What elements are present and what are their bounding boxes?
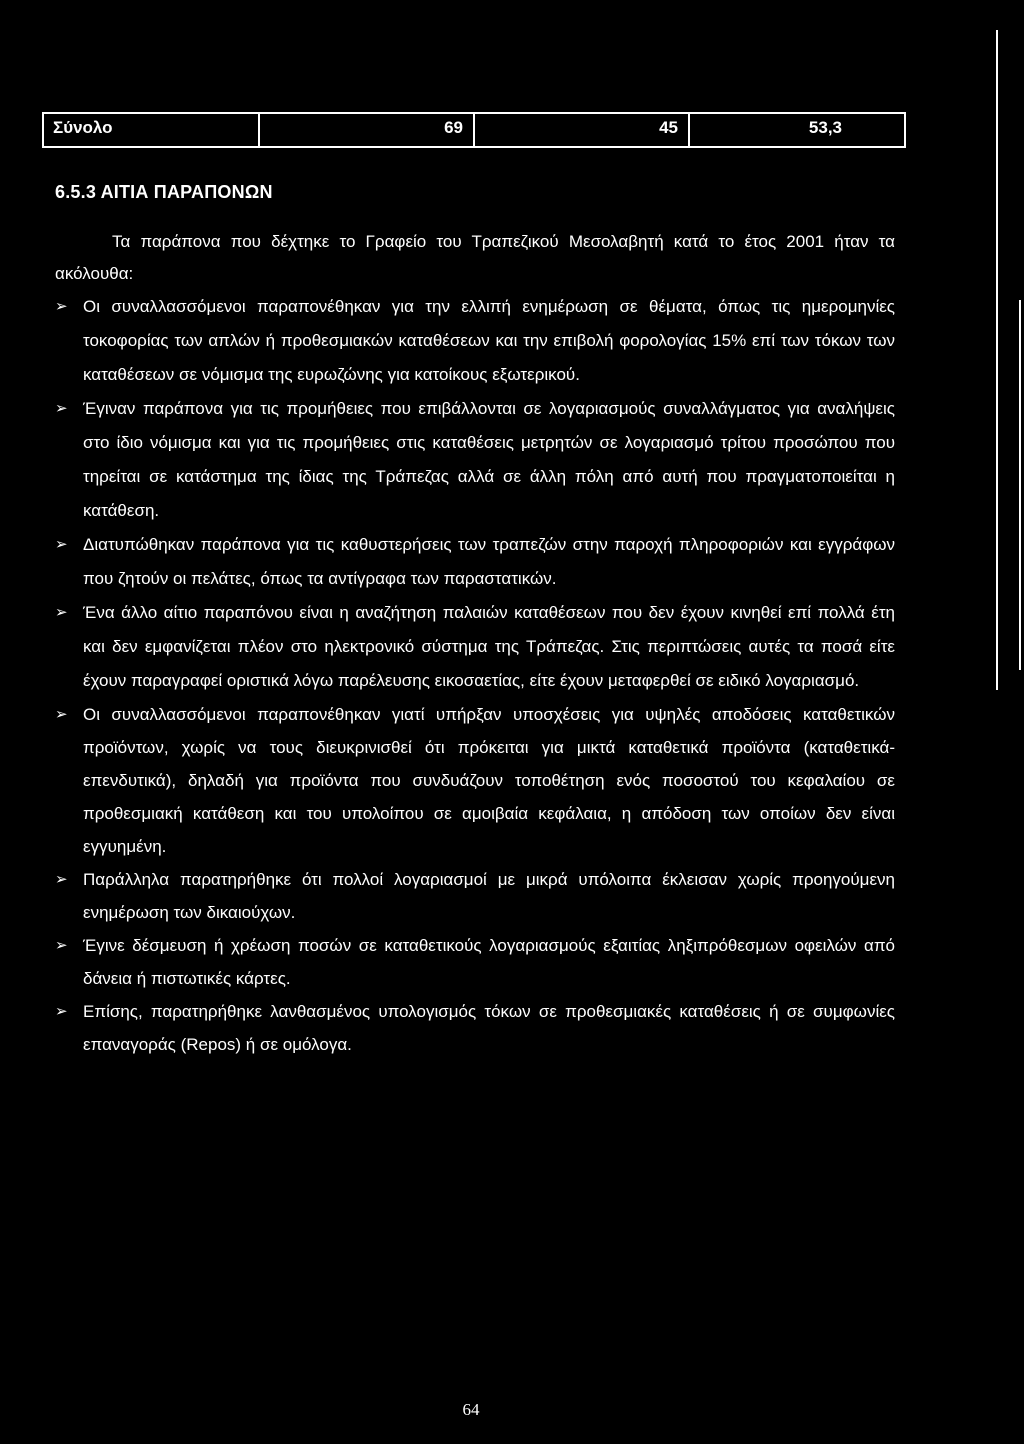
list-item-text: Επίσης, παρατηρήθηκε λανθασμένος υπολογισμός τόκων σε προθεσμιακές καταθέσεις ή σε συμφωνίες επαναγοράς (Repos) ή σε ομόλογα. [83, 1002, 895, 1054]
list-item-text: Παράλληλα παρατηρήθηκε ότι πολλοί λογαριασμοί με μικρά υπόλοιπα έκλεισαν χωρίς προηγούμενη ενημέρωση των δικαιούχων. [83, 870, 895, 922]
summary-table-row [42, 112, 906, 148]
list-item-text: Ένα άλλο αίτιο παραπόνου είναι η αναζήτηση παλαιών καταθέσεων που δεν έχουν κινηθεί επί πολλά έτη και δεν εμφανίζεται πλέον στο ηλεκτρονικό σύστημα της Τράπεζας. Στις περιπτώσεις αυτές τα ποσά είτε έχουν παραγραφεί οριστικά λόγω παρέλευσης εικοσαετίας, είτε έχουν μεταφερθεί σε ειδικό λογαριασμό. [83, 603, 895, 690]
summary-value-cell [690, 114, 904, 146]
list-item-text: Διατυπώθηκαν παράπονα για τις καθυστερήσεις των τραπεζών στην παροχή πληροφοριών και εγγράφων που ζητούν οι πελάτες, όπως τα αντίγραφα των παραστατικών. [83, 535, 895, 588]
scan-edge-line [996, 30, 998, 690]
section-body [55, 226, 895, 1061]
section-heading: 6.5.3 ΑΙΤΙΑ ΠΑΡΑΠΟΝΩΝ [55, 182, 273, 202]
arrow-bullet-icon: ➢ [55, 604, 68, 621]
arrow-bullet-icon: ➢ [55, 298, 68, 315]
list-item [55, 528, 895, 596]
list-item-text: Οι συναλλασσόμενοι παραπονέθηκαν γιατί υπήρξαν υποσχέσεις για υψηλές αποδόσεις καταθετικών προϊόντων, χωρίς να τους διευκρινισθεί ότι πρόκειται για μικτά καταθετικά προϊόντα (καταθετικά-επενδυτικά), δηλαδή για προϊόντα που συνδυάζουν τοποθέτηση ενός ποσοστού του κεφαλαίου σε προθεσμιακή κατάθεση και του υπολοίπου σε αμοιβαία κεφάλαια, η απόδοση των οποίων δεν είναι εγγυημένη. [83, 705, 895, 856]
summary-label-cell [44, 114, 260, 146]
arrow-bullet-icon: ➢ [55, 400, 68, 417]
summary-value: 69 [444, 118, 463, 137]
summary-value: 53,3 [808, 118, 842, 137]
summary-value-cell [260, 114, 475, 146]
list-item [55, 929, 895, 995]
list-item-text: Οι συναλλασσόμενοι παραπονέθηκαν για την ελλιπή ενημέρωση σε θέματα, όπως τις ημερομηνίες τοκοφορίας των απλών ή προθεσμιακών καταθέσεων και την επιβολή φορολογίας 15% επί των τόκων των καταθέσεων σε νόμισμα της ευρωζώνης για κατοίκους εξωτερικού. [83, 297, 895, 384]
list-item [55, 596, 895, 698]
list-item [55, 290, 895, 392]
list-item-text: Έγιναν παράπονα για τις προμήθειες που επιβάλλονται σε λογαριασμούς συναλλάγματος για αναλήψεις στο ίδιο νόμισμα και για τις προμήθειες στις καταθέσεις μετρητών σε λογαριασμό τρίτου προσώπου που τηρείται σε κατάστημα της ίδιας της Τράπεζας αλλά σε άλλη πόλη από αυτή που πραγματοποιείται η κατάθεση. [83, 399, 895, 520]
list-item [55, 698, 895, 863]
complaint-causes-list [55, 290, 895, 1061]
arrow-bullet-icon: ➢ [55, 937, 68, 954]
summary-label: Σύνολο [53, 118, 113, 137]
page-number: 64 [462, 1400, 480, 1419]
arrow-bullet-icon: ➢ [55, 536, 68, 553]
summary-value: 45 [659, 118, 678, 137]
arrow-bullet-icon: ➢ [55, 871, 68, 888]
arrow-bullet-icon: ➢ [55, 706, 68, 723]
summary-value-cell [475, 114, 690, 146]
list-item [55, 392, 895, 528]
list-item [55, 863, 895, 929]
arrow-bullet-icon: ➢ [55, 1003, 68, 1020]
list-item-text: Έγινε δέσμευση ή χρέωση ποσών σε καταθετικούς λογαριασμούς εξαιτίας ληξιπρόθεσμων οφειλών από δάνεια ή πιστωτικές κάρτες. [83, 936, 895, 988]
list-item [55, 995, 895, 1061]
scan-edge-line [1019, 300, 1021, 670]
intro-paragraph: Τα παράπονα που δέχτηκε το Γραφείο του Τραπεζικού Μεσολαβητή κατά το έτος 2001 ήταν τα ακόλουθα: [55, 232, 895, 283]
